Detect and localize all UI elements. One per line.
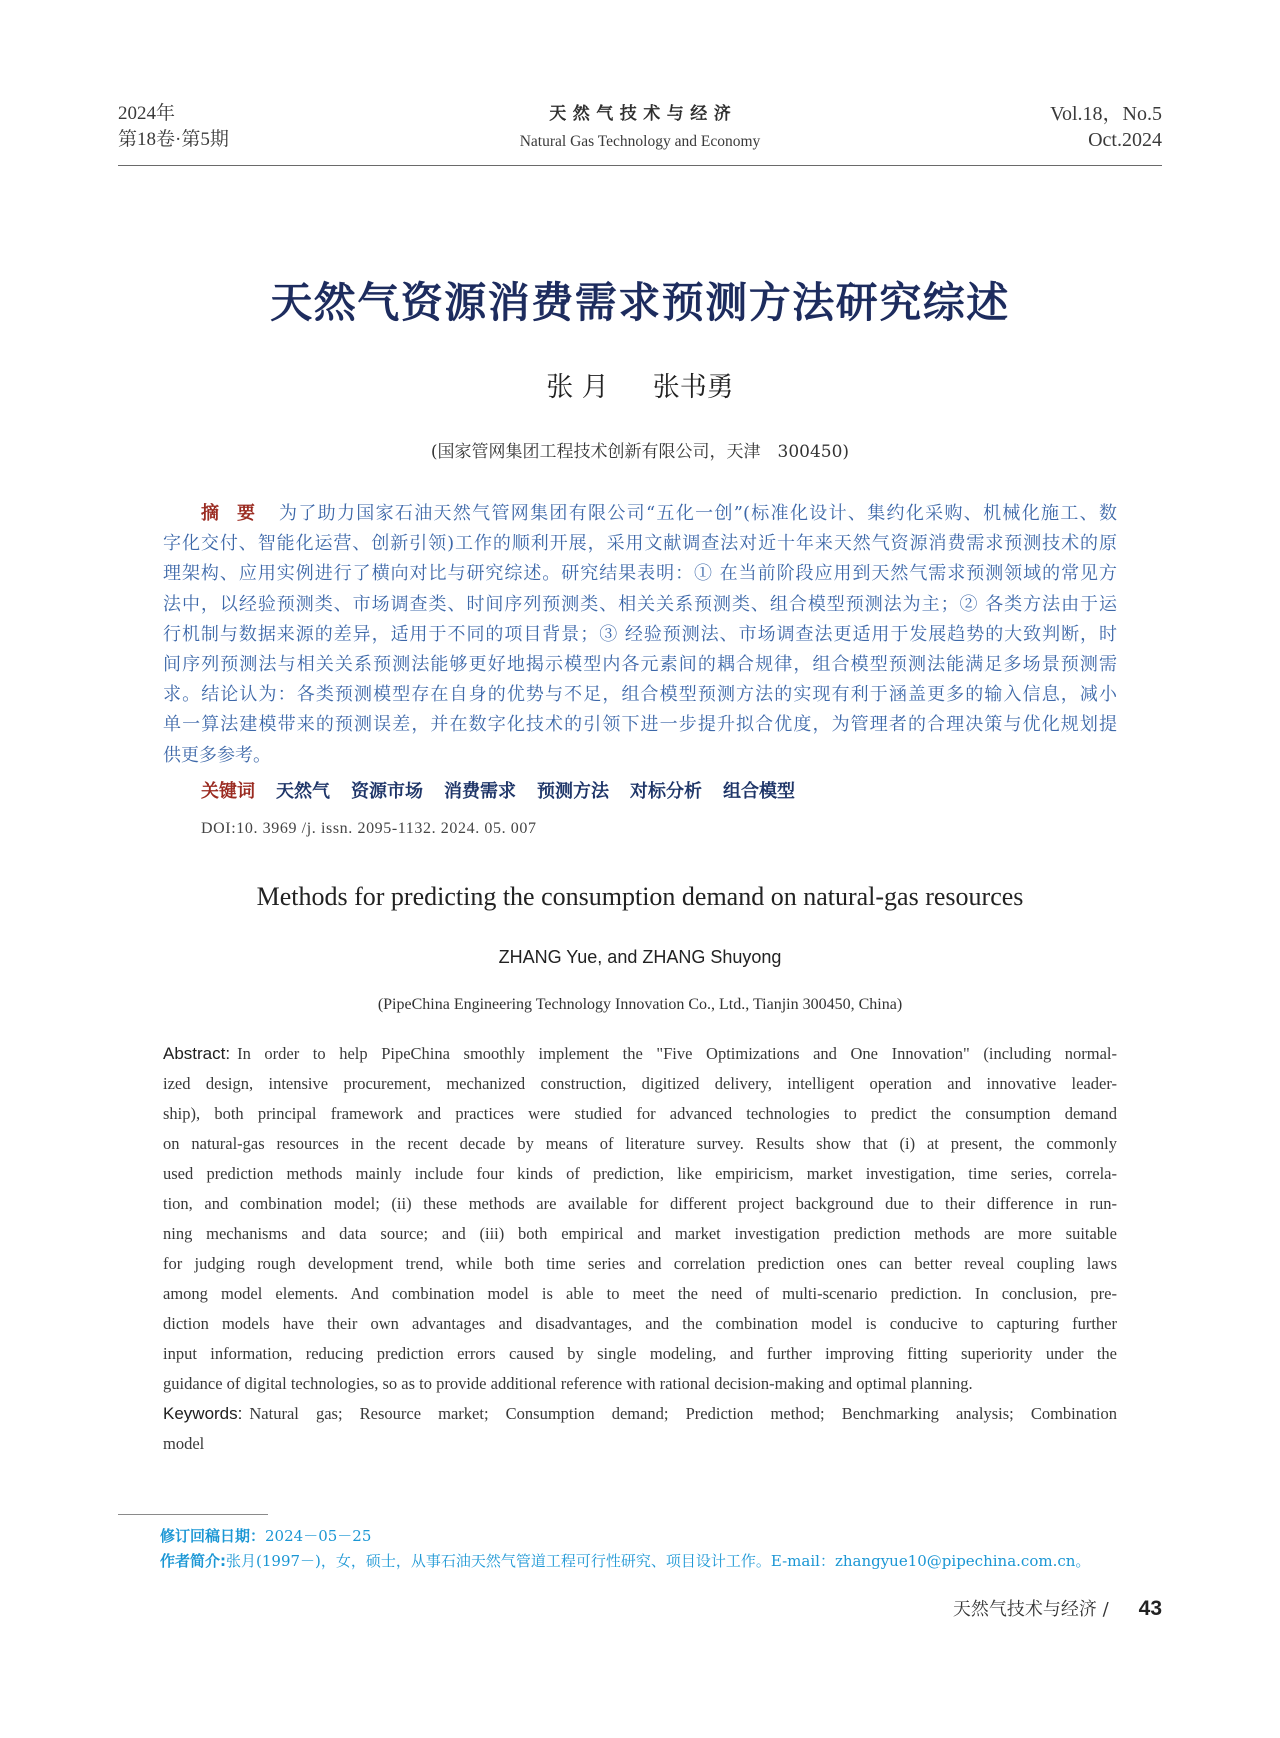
abstract-en-line: guidance of digital technologies, so as to provide additional reference with rational decision-making and optimal planning. (163, 1374, 973, 1393)
header-vol-no: Vol.18，No.5 (1050, 103, 1162, 125)
abstract-cn-line: 单一算法建模带来的预测误差，并在数字化技术的引领下进一步提升拟合优度，为管理者的合理决策与优化规划提 (163, 714, 1117, 736)
abstract-cn-line: 字化交付、智能化运营、创新引领)工作的顺利开展，采用文献调查法对近十年来天然气资源消费需求预测技术的原 (163, 533, 1117, 555)
revised-date-label: 修订回稿日期： (160, 1527, 266, 1545)
authors-en: ZHANG Yue, and ZHANG Shuyong (498, 947, 782, 967)
authors-cn (0, 370, 1280, 406)
abstract-cn-line (163, 499, 1117, 529)
keyword-cn: 资源市场 (351, 781, 423, 802)
abstract-en-line (163, 1039, 1117, 1069)
abstract-cn-text: 为了助力国家石油天然气管网集团有限公司“五化一创”(标准化设计、集约化采购、机械化施工、数 (279, 503, 1117, 524)
doi: DOI:10. 3969 /j. issn. 2095-1132. 2024. 05. 007 (201, 820, 537, 837)
abstract-en-label: Abstract: (163, 1044, 231, 1063)
page-title-cn: 天然气资源消费需求预测方法研究综述 (270, 278, 1010, 327)
abstract-cn-line: 求。结论认为：各类预测模型存在自身的优势与不足，组合模型预测方法的实现有利于涵盖更多的输入信息，减小 (163, 684, 1117, 706)
header-volume-issue: 第18卷·第5期 (118, 129, 229, 150)
author-name: 张书勇 (652, 372, 734, 403)
author-bio-text: 张月(1997－)，女，硕士，从事石油天然气管道工程可行性研究、项目设计工作。E-mail：zhangyue10@pipechina.com.cn。 (226, 1552, 1091, 1570)
abstract-en-text: In order to help PipeChina smoothly implement the "Five Optimizations and One Innovation" (including normal- (237, 1044, 1117, 1063)
footnote-author-bio (160, 1549, 1090, 1573)
footnote-divider (118, 1514, 268, 1515)
abstract-en-line: on natural-gas resources in the recent decade by means of literature survey. Results show that (i) at present, the commonly (163, 1134, 1117, 1153)
abstract-cn-line: 供更多参考。 (163, 744, 271, 766)
abstract-en-line: ized design, intensive procurement, mechanized construction, digitized delivery, intelligent operation and innovative leader- (163, 1074, 1117, 1093)
abstract-en-line: input information, reducing prediction errors caused by single modeling, and further improving fitting superiority under the (163, 1344, 1117, 1363)
abstract-cn-line: 法中，以经验预测类、市场调查类、时间序列预测类、相关关系预测类、组合模型预测法为主；② 各类方法由于运 (163, 593, 1117, 615)
journal-name-en: Natural Gas Technology and Economy (519, 133, 761, 150)
header-volume-info (1050, 101, 1162, 153)
abstract-en-line: diction models have their own advantages and disadvantages, and the combination model is conducive to capturing further (163, 1314, 1117, 1333)
abstract-en-line: ning mechanisms and data source; and (iii) both empirical and market investigation prediction methods are more suitable (163, 1224, 1117, 1243)
abstract-cn-line: 理架构、应用实例进行了横向对比与研究综述。研究结果表明：① 在当前阶段应用到天然气需求预测领域的常见方 (163, 563, 1117, 585)
keyword-cn: 预测方法 (537, 781, 609, 802)
page-title-en: Methods for predicting the consumption demand on natural-gas resources (256, 882, 1024, 911)
keyword-cn: 天然气 (276, 781, 330, 802)
abstract-cn-line: 间序列预测法与相关关系预测法能够更好地揭示模型内各元素间的耦合规律，组合模型预测法能满足多场景预测需 (163, 653, 1117, 675)
page-number: 43 (1138, 1597, 1162, 1620)
header-date: Oct.2024 (1088, 129, 1162, 151)
keywords-cn-label: 关键词 (201, 781, 255, 802)
keywords-en-text: Natural gas; Resource market; Consumption demand; Prediction method; Benchmarking analysis; Combination (249, 1404, 1117, 1423)
keyword-cn: 组合模型 (723, 781, 795, 802)
author-bio-label: 作者简介: (160, 1552, 226, 1570)
footnote-revised-date (160, 1524, 371, 1548)
abstract-en-line: used prediction methods mainly include four kinds of prediction, like empiricism, market investigation, time series, correla- (163, 1164, 1117, 1183)
keywords-en-line (163, 1399, 1117, 1429)
page-footer (953, 1596, 1162, 1623)
footer-journal-name: 天然气技术与经济 / (952, 1599, 1109, 1620)
keywords-cn (201, 777, 795, 807)
abstract-en-line: ship), both principal framework and practices were studied for advanced technologies to predict the consumption demand (163, 1104, 1117, 1123)
revised-date-value: 2024－05－25 (265, 1527, 372, 1545)
keywords-en-label: Keywords: (163, 1404, 243, 1423)
affiliation-cn: (国家管网集团工程技术创新有限公司，天津 300450) (430, 442, 850, 462)
keyword-cn: 对标分析 (630, 781, 702, 802)
header-divider (118, 165, 1162, 166)
affiliation-en: (PipeChina Engineering Technology Innovation Co., Ltd., Tianjin 300450, China) (377, 996, 903, 1013)
abstract-cn-label: 摘 要 (201, 503, 255, 524)
abstract-cn-line: 行机制与数据来源的差异，适用于不同的项目背景；③ 经验预测法、市场调查法更适用于发展趋势的大致判断，时 (163, 623, 1117, 645)
keyword-cn: 消费需求 (444, 781, 516, 802)
abstract-en-line: among model elements. And combination model is able to meet the need of multi-scenario prediction. In conclusion, pre- (163, 1284, 1117, 1303)
keywords-en-line: model (163, 1434, 205, 1453)
abstract-en (163, 1039, 1117, 1459)
journal-name-cn: 天然气技术与经济 (549, 104, 738, 124)
header-year: 2024年 (118, 103, 176, 124)
author-name: 张 月 (546, 372, 609, 403)
abstract-en-line: for judging rough development trend, while both time series and correlation prediction ones can better reveal coupling laws (163, 1254, 1117, 1273)
abstract-cn (163, 499, 1117, 771)
abstract-en-line: tion, and combination model; (ii) these methods are available for different project background due to their difference in run- (163, 1194, 1117, 1213)
